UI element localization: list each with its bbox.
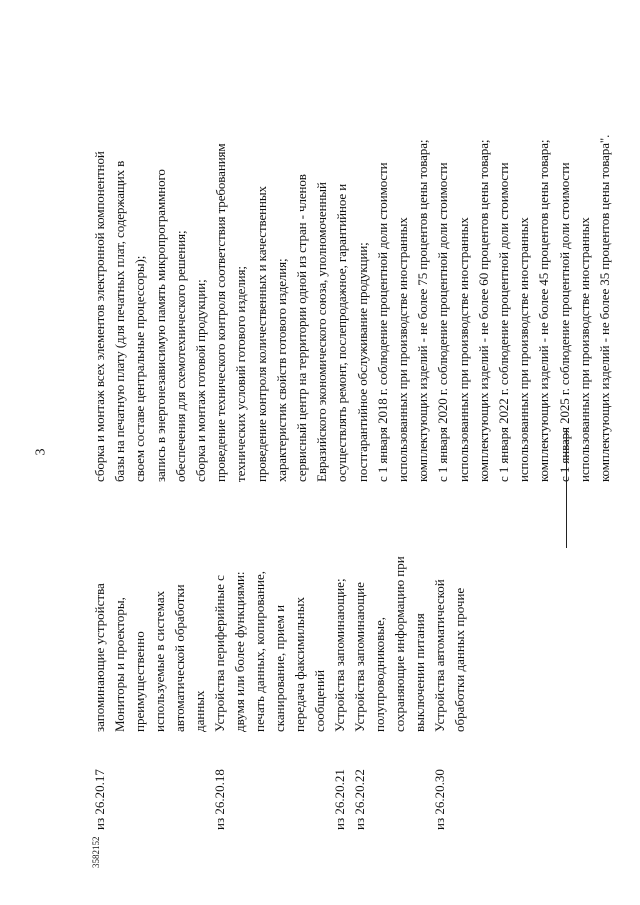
name-line: запоминающие устройства xyxy=(92,583,107,732)
requirement-line: проведение технического контроля соответствия требованиям xyxy=(213,143,229,482)
name-line: используемые в системах xyxy=(152,590,167,732)
okpd-code xyxy=(330,750,370,830)
requirement-line: использованных при производстве иностранных xyxy=(395,217,411,482)
name-line: полупроводниковые, xyxy=(372,617,387,732)
requirement-line: использованных при производстве иностранных xyxy=(516,217,532,482)
code-line: из 26.20.21 xyxy=(332,769,347,830)
requirement-line: запись в энергонезависимую память микропрограммного xyxy=(152,169,168,482)
okpd-code xyxy=(90,750,110,830)
requirement-line: с 1 января 2025 г. соблюдение процентной доли стоимости xyxy=(556,162,572,482)
requirement-line: осуществлять ремонт, послепродажное, гарантийное и xyxy=(334,183,350,482)
requirement-line: сборка и монтаж готовой продукции; xyxy=(193,279,209,482)
requirement-line: с 1 января 2020 г. соблюдение процентной доли стоимости xyxy=(435,162,451,482)
requirement-line: технических условий готового изделия; xyxy=(233,266,249,482)
okpd-code xyxy=(430,750,450,830)
requirement-line: с 1 января 2022 г. соблюдение процентной доли стоимости xyxy=(496,162,512,482)
name-line: преимущественно xyxy=(132,631,147,732)
name-line: Мониторы и проекторы, xyxy=(112,597,127,732)
rotated-table xyxy=(84,58,613,858)
name-line: данных xyxy=(192,690,207,732)
name-line: Устройства периферийные с xyxy=(212,575,227,732)
product-name xyxy=(90,462,210,732)
requirement-line: использованных при производстве иностранных xyxy=(576,217,592,482)
code-line: из 26.20.18 xyxy=(212,769,227,830)
product-name xyxy=(210,462,330,732)
code-line: из 26.20.17 xyxy=(92,769,107,830)
requirement-line: характеристик свойств готового изделия; xyxy=(273,258,289,482)
requirement-line: использованных при производстве иностранных xyxy=(455,217,471,482)
requirement-line: сервисный центр на территории одной из стран - членов xyxy=(294,174,310,482)
code-line: из 26.20.22 xyxy=(352,769,367,830)
requirement-line: сборка и монтаж всех элементов электронной компонентной xyxy=(92,151,107,482)
name-line: выключении питания xyxy=(412,613,427,732)
requirement-line: Евразийского экономического союза, уполномоченный xyxy=(314,182,330,482)
page-number: 3 xyxy=(33,448,49,456)
requirement-line: обеспечения для схемотехнического решения; xyxy=(172,230,188,482)
name-line: Устройства запоминающие; xyxy=(332,578,347,732)
name-line: печать данных, копирование, xyxy=(252,570,267,732)
name-line: сканирование, прием и xyxy=(272,604,287,732)
requirement-line: базы на печатную плату (для печатных плат, содержащих в xyxy=(112,160,128,482)
requirements-text xyxy=(90,62,615,482)
name-line: Устройства автоматической xyxy=(432,579,447,732)
name-line: сообщений xyxy=(312,669,327,732)
name-line: передача факсимильных xyxy=(292,597,307,732)
document-code: 3582152 xyxy=(91,836,101,868)
requirement-line: с 1 января 2018 г. соблюдение процентной доли стоимости xyxy=(374,162,390,482)
name-line: Устройства запоминающие xyxy=(352,582,367,732)
end-rule xyxy=(566,428,567,548)
okpd-code xyxy=(210,750,230,830)
requirement-line: комплектующих изделий - не более 45 процентов цены товара; xyxy=(536,139,552,482)
requirement-line: своем составе центральные процессоры); xyxy=(132,255,148,482)
name-line: двумя или более функциями: xyxy=(232,571,247,732)
name-line: обработки данных прочие xyxy=(452,587,467,732)
product-name xyxy=(430,462,470,732)
requirement-line: комплектующих изделий - не более 60 процентов цены товара; xyxy=(475,139,491,482)
code-line: из 26.20.30 xyxy=(432,769,447,830)
requirement-line: проведение контроля количественных и качественных xyxy=(253,186,269,482)
product-name xyxy=(330,462,430,732)
requirement-line: постгарантийное обслуживание продукции; xyxy=(354,242,370,482)
name-line: автоматической обработки xyxy=(172,584,187,732)
requirement-line: комплектующих изделий - не более 35 процентов цены товара". xyxy=(597,134,613,482)
name-line: сохраняющие информацию при xyxy=(392,556,407,732)
requirement-line: комплектующих изделий - не более 75 процентов цены товара; xyxy=(415,139,431,482)
